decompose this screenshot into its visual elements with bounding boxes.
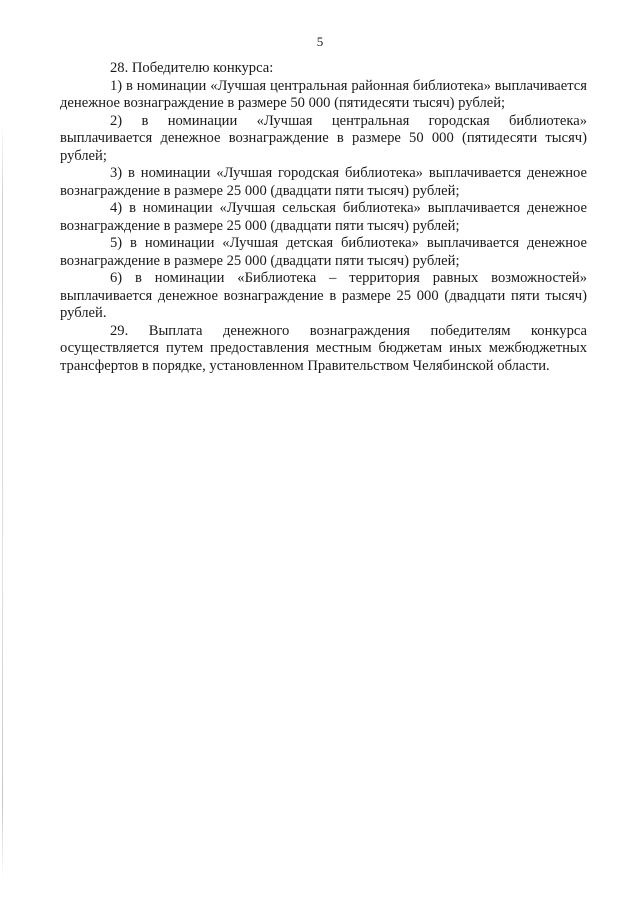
scan-edge-artifact [2,120,3,880]
paragraph-item-5: 5) в номинации «Лучшая детская библиотека» выплачивается денежное вознаграждение в размере 25 000 (двадцати пяти тысяч) рублей; [60,235,587,269]
paragraph-29: 29. Выплата денежного вознаграждения победителям конкурса осуществляется путем предоставления местным бюджетам иных межбюджетных трансфертов в порядке, установленном Правительством Челябинской области. [60,322,587,374]
paragraph-item-4: 4) в номинации «Лучшая сельская библиотека» выплачивается денежное вознаграждение в размере 25 000 (двадцати пяти тысяч) рублей; [60,200,587,234]
paragraph-item-1: 1) в номинации «Лучшая центральная районная библиотека» выплачивается денежное вознаграждение в размере 50 000 (пятидесяти тысяч) рублей; [60,77,587,111]
document-body [60,60,587,375]
page-number: 5 [316,34,324,49]
paragraph-item-3: 3) в номинации «Лучшая городская библиотека» выплачивается денежное вознаграждение в размере 25 000 (двадцати пяти тысяч) рублей; [60,165,587,199]
paragraph-item-6: 6) в номинации «Библиотека – территория равных возможностей» выплачивается денежное вознаграждение в размере 25 000 (двадцати пяти тысяч) рублей. [60,270,587,321]
paragraph-28-heading: 28. Победителю конкурса: [110,60,274,76]
paragraph-item-2: 2) в номинации «Лучшая центральная городская библиотека» выплачивается денежное вознаграждение в размере 50 000 (пятидесяти тысяч) рублей; [60,112,587,164]
